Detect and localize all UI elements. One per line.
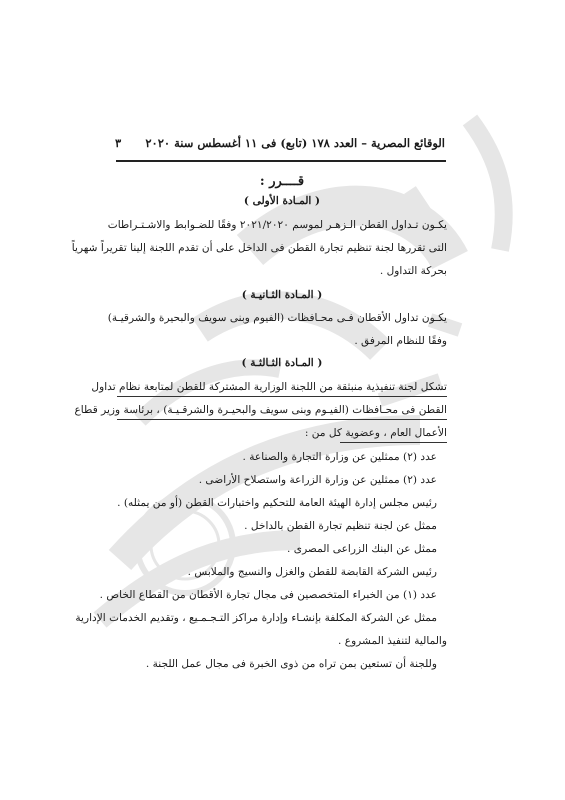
- member-item: ممثل عن الشركة المكلفة بإنشـاء وإدارة مراكز التـجـمـيع ، وتقديم الخدمات الإدارية: [75, 612, 437, 624]
- article-1-heading: ( المـادة الأولى ): [243, 195, 321, 207]
- text-underline: [117, 396, 447, 397]
- member-item: رئيس الشركة القابضة للقطن والغزل والنسيج والملابس .: [187, 566, 437, 578]
- gazette-title: الوقائع المصرية – العدد ١٧٨ (تابع) فى ١١ أغسطس سنة ٢٠٢٠: [145, 136, 445, 150]
- article-2-line: وفقًا للنظام المرفق .: [354, 335, 447, 347]
- page-number: ٣: [115, 136, 122, 150]
- decree-title: قــــرر :: [259, 174, 305, 189]
- closing-line: وللجنة أن تستعين بمن تراه من ذوى الخبرة فى مجال عمل اللجنة .: [145, 658, 437, 670]
- member-item: عدد (٢) ممثلين عن وزارة التجارة والصناعة .: [242, 451, 437, 463]
- article-1-line: يكـون تـداول القطن الـزهـر لموسم ٢٠٢١/٢٠٢٠ وفقًا للضـوابط والاشـتـراطات: [107, 219, 447, 231]
- article-3-line: تشكل لجنة تنفيذية منبثقة من اللجنة الوزارية المشتركة للقطن لمتابعة نظام تداول: [91, 381, 447, 393]
- article-3-heading: ( المـادة الثـالثـة ): [241, 357, 323, 369]
- article-3-line: القطن فى محـافظات (الفيـوم وبنى سويف والبحيـرة والشرقـيـة) ، برئاسة وزير قطاع: [74, 404, 447, 416]
- header-divider: [116, 160, 446, 162]
- member-item-continuation: والمالية لتنفيذ المشروع .: [338, 635, 447, 647]
- member-item: ممثل عن البنك الزراعى المصرى .: [287, 543, 437, 555]
- member-item: عدد (١) من الخبراء المتخصصين فى مجال تجارة الأقطان من القطاع الخاص .: [99, 589, 437, 601]
- article-3-line: الأعمال العام ، وعضوية كل من :: [304, 427, 447, 439]
- member-item: عدد (٢) ممثلين عن وزارة الزراعة واستصلاح الأراضى .: [198, 474, 437, 486]
- text-underline: [117, 419, 447, 420]
- article-1-line: التى تقررها لجنة تنظيم تجارة القطن فى الداخل على أن تقدم اللجنة إلينا تقريراً شهرياً: [71, 242, 447, 254]
- article-2-line: يكـون تداول الأقطان فـى محـافظات (الفيوم وبنى سويف والبحيرة والشرقيـة): [107, 312, 447, 324]
- member-item: رئيس مجلس إدارة الهيئة العامة للتحكيم واختبارات القطن (أو من يمثله) .: [117, 497, 437, 509]
- article-2-heading: ( المـادة الثـانيـة ): [241, 289, 323, 301]
- text-underline: [340, 442, 447, 443]
- article-1-line: بحركة التداول .: [379, 265, 447, 277]
- member-item: ممثل عن لجنة تنظيم تجارة القطن بالداخل .: [244, 520, 437, 532]
- page-header: [115, 132, 445, 154]
